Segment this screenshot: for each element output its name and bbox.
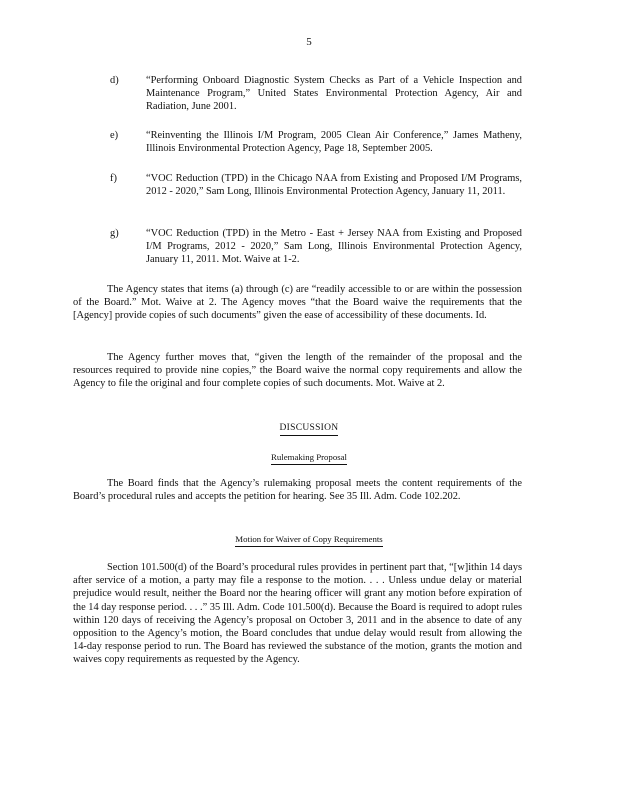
item-text: “Reinventing the Illinois I/M Program, 2005 Clean Air Conference,” James Matheny, Illinois Environmental Protection Agency, Page 18, September 2005. xyxy=(146,130,522,155)
paragraph-motion-ruling: Section 101.500(d) of the Board’s procedural rules provides in pertinent part that, “[w]ithin 14 days after service of a motion, a party may file a response to the motion. . . . Unless undue delay or material prejudice would result, neither the Board nor the hearing officer will grant any motion before expiration of the 14 day response period. . . .” 35 Ill. Adm. Code 101.500(d). Because the Board is required to adopt rules within 120 days of receiving the Agency’s proposal on October 3, 2011 and in the absence to date of any opposition to the Agency’s motion, the Board concludes that undue delay would result from allowing the 14-day response period to run. The Board has reviewed the substance of the motion, grants the motion and waives copy requirements as requested by the Agency. xyxy=(73,562,523,666)
discussion-heading-text: DISCUSSION xyxy=(280,422,339,436)
item-text: “VOC Reduction (TPD) in the Chicago NAA from Existing and Proposed I/M Programs, 2012 - 2020,” Sam Long, Illinois Environmental Protection Agency, January 11, 2011. xyxy=(146,173,522,198)
page-number: 5 xyxy=(306,36,312,48)
rulemaking-proposal-heading xyxy=(0,451,618,465)
paragraph-readily-accessible: The Agency states that items (a) through (c) are “readily accessible to or are within the possession of the Board.” Mot. Waive at 2. The Agency moves “that the Board waive the requirements that the [Agency] provide copies of such documents” given the ease of accessibility of these documents. Id. xyxy=(73,284,522,322)
rulemaking-proposal-heading-text: Rulemaking Proposal xyxy=(271,451,347,465)
motion-waiver-heading-text: Motion for Waiver of Copy Requirements xyxy=(235,533,382,547)
motion-waiver-heading xyxy=(0,533,618,547)
item-label: f) xyxy=(110,173,117,184)
paragraph-copy-requirements: The Agency further moves that, “given the length of the remainder of the proposal and the resources required to provide nine copies,” the Board waive the normal copy requirements and allow the Agency to file the original and four complete copies of such documents. Mot. Waive at 2. xyxy=(73,352,522,390)
item-text: “VOC Reduction (TPD) in the Metro - East + Jersey NAA from Existing and Proposed I/M Programs, 2012 - 2020,” Sam Long, Illinois Environmental Protection Agency, January 11, 2011. Mot. Waive at 1-2. xyxy=(146,228,522,266)
paragraph-rulemaking-findings: The Board finds that the Agency’s rulemaking proposal meets the content requirements of the Board’s procedural rules and accepts the petition for hearing. See 35 Ill. Adm. Code 102.202. xyxy=(73,478,522,503)
item-text: “Performing Onboard Diagnostic System Checks as Part of a Vehicle Inspection and Maintenance Program,” United States Environmental Protection Agency, Air and Radiation, June 2001. xyxy=(146,75,522,113)
discussion-heading xyxy=(0,422,618,436)
item-label: e) xyxy=(110,130,119,141)
item-label: d) xyxy=(110,75,119,86)
item-label: g) xyxy=(110,228,119,239)
